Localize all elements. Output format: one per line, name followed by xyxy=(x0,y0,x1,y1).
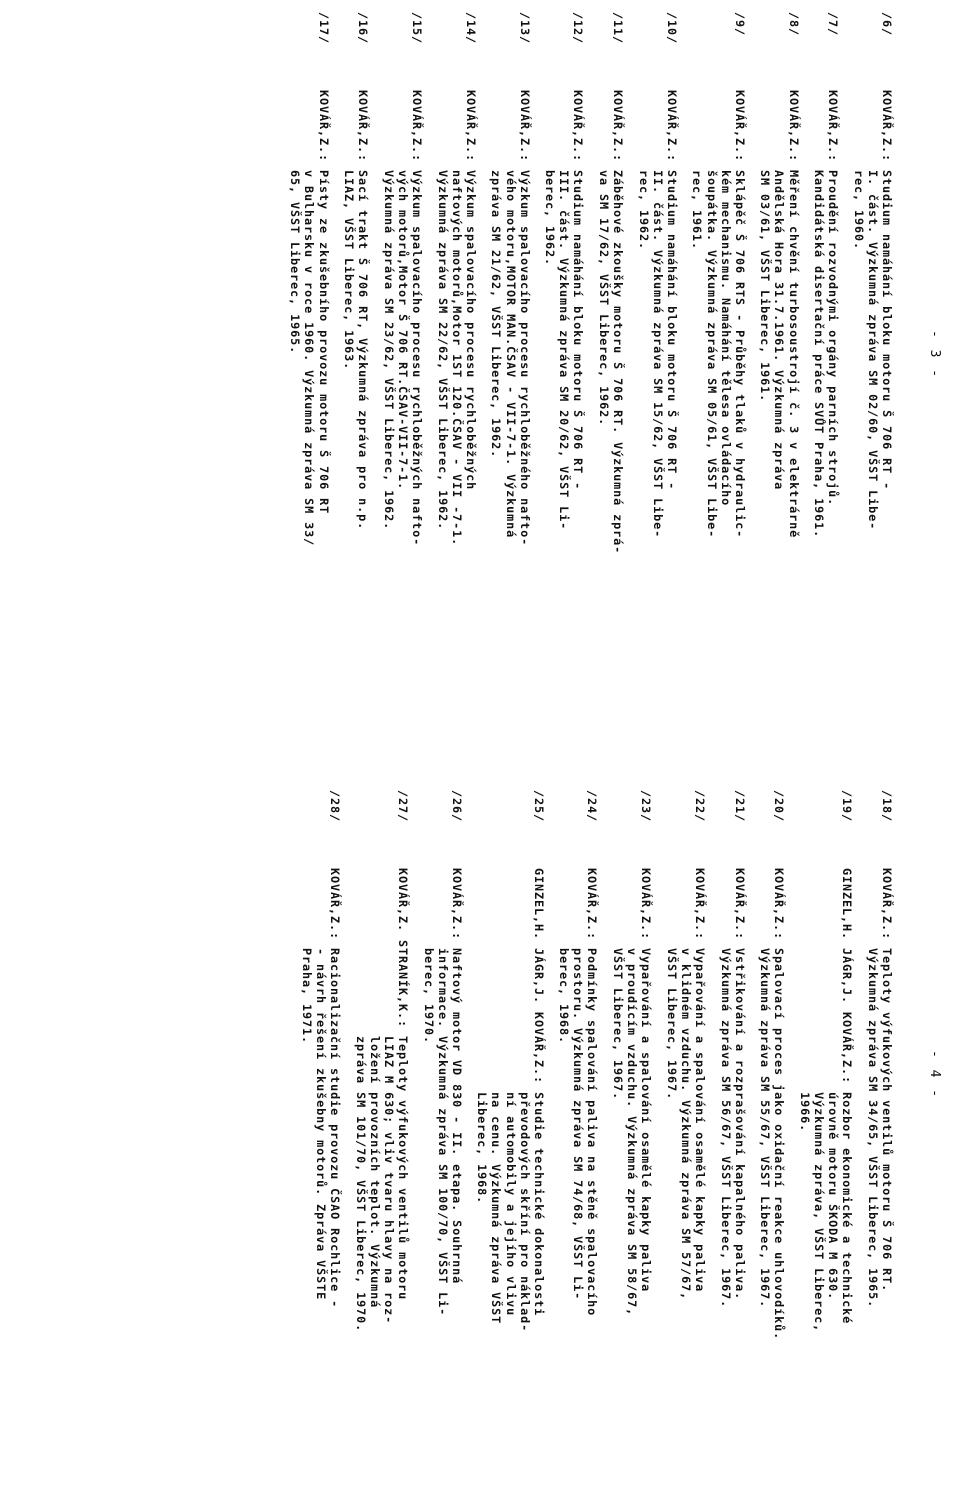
reference-line xyxy=(382,790,396,1490)
reference-entry xyxy=(637,12,679,792)
reference-line xyxy=(396,12,410,792)
reference-indent xyxy=(396,12,410,90)
page-number-3: - 3 - xyxy=(927,330,942,380)
reference-line xyxy=(314,790,328,1490)
reference-indent xyxy=(475,790,489,868)
reference-entry xyxy=(597,12,625,792)
reference-text: KOVÁŘ,Z. STRANÍK,K.: Teploty výfukových ventilů motoru xyxy=(395,868,410,1301)
reference-entry xyxy=(798,790,854,1490)
reference-indent xyxy=(489,790,503,868)
reference-indent xyxy=(597,12,611,90)
reference-text: KOVÁŘ,Z.: Racionalizační studie provozu ČSAO Rochlice - xyxy=(328,868,343,1309)
reference-indent xyxy=(651,12,665,90)
reference-line xyxy=(503,12,517,792)
reference-line xyxy=(866,12,880,792)
reference-number: /13/ xyxy=(517,12,532,45)
reference-text: KOVÁŘ,Z.: Měření chvění turbosoustrojí č. 3 v elektrárně xyxy=(786,90,801,539)
reference-text: KOVÁŘ,Z.: Studium namáhání bloku motoru Š 706 RT - xyxy=(880,90,894,491)
reference-number: /12/ xyxy=(571,12,586,45)
reference-text: KOVÁŘ,Z.: Sací trakt Š 706 RT, Výzkumná zpráva pro n.p. xyxy=(356,90,371,531)
reference-indent xyxy=(436,12,450,90)
reference-text: SM 03/61, VŠST Liberec, 1961. xyxy=(758,90,773,403)
reference-number: /14/ xyxy=(463,12,478,45)
reference-text: berec, 1970. xyxy=(421,868,436,1045)
reference-line xyxy=(288,12,302,792)
reference-number: /24/ xyxy=(585,790,600,823)
reference-line xyxy=(639,790,653,1490)
reference-text: 1966. xyxy=(798,868,813,1133)
reference-text: rec, 1960. xyxy=(851,90,866,251)
reference-text: Výzkumná zpráva SM 34/65, VŠST Liberec, 1965. xyxy=(865,868,880,1309)
reference-entry xyxy=(690,12,746,792)
reference-text: úrovně motoru ŠKODA M 630. xyxy=(826,868,841,1301)
reference-indent xyxy=(866,12,880,90)
reference-text: KOVÁŘ,Z.: Proudění rozvodnými orgány parních strojů. xyxy=(826,90,841,507)
reference-line xyxy=(328,790,342,1490)
reference-line xyxy=(866,790,880,1490)
reference-indent xyxy=(489,12,503,90)
reference-indent xyxy=(300,790,314,868)
reference-line xyxy=(733,790,747,1490)
reference-text: informace. Výzkumná zpráva SM 100/70, VŠST Li- xyxy=(435,868,450,1317)
reference-line xyxy=(356,12,370,792)
reference-indent xyxy=(382,12,396,90)
reference-indent xyxy=(665,790,679,868)
reference-line xyxy=(880,790,894,1490)
reference-text: KOVÁŘ,Z.: Studium namáhání bloku motoru Š 706 RT - xyxy=(571,90,586,491)
reference-text: II. část. Výzkumná zpráva SM 15/62, VŠST Libe- xyxy=(650,90,665,539)
reference-line xyxy=(557,790,571,1490)
reference-text: I. část. Výzkumná zpráva SM 02/60, VŠST Libe- xyxy=(865,90,880,531)
reference-indent xyxy=(758,790,772,868)
reference-indent xyxy=(557,12,571,90)
reference-text: ní automobily a jejího vlivu xyxy=(503,868,518,1317)
reference-number: /26/ xyxy=(449,790,464,823)
reference-entry xyxy=(543,12,585,792)
reference-indent xyxy=(543,12,557,90)
reference-text: va SM 17/62, VŠST Liberec, 1962. xyxy=(597,90,611,427)
reference-entry xyxy=(557,790,599,1490)
reference-entry xyxy=(812,12,840,792)
reference-text: KOVÁŘ,Z.: Vypařování a spalování osamělé kapky paliva xyxy=(693,868,708,1293)
reference-indent xyxy=(812,790,826,868)
reference-text: LIAZ, VŠST Liberec, 1963. xyxy=(342,90,357,371)
reference-text: 65, VŠST Liberec, 1965. xyxy=(288,90,303,355)
reference-text: na cenu. Výzkumná zpráva VŠST xyxy=(489,868,504,1325)
reference-entry xyxy=(611,790,653,1490)
reference-line xyxy=(665,12,679,792)
reference-text: KOVÁŘ,Z.: Výzkum spalovacího procesu rychloběžných xyxy=(463,90,478,491)
reference-number: /6/ xyxy=(880,12,894,37)
reference-indent xyxy=(314,790,328,868)
reference-text: Výzkumná zpráva SM 56/67, VŠST Liberec, 1967. xyxy=(718,868,733,1309)
reference-text: KOVÁŘ,Z.: Vstřikování a rozprašování kapalného paliva. xyxy=(732,868,747,1301)
reference-text: Andělská Hora 31.7.1961. Výzkumná zpráva xyxy=(772,90,787,491)
reference-text: Liberec, 1968. xyxy=(475,868,490,1205)
reference-line xyxy=(342,12,356,792)
reference-text: rec, 1961. xyxy=(690,90,705,251)
reference-text: - návrh řešení zkušebny motorů. Zpráva VŠSTE xyxy=(314,868,328,1301)
reference-line xyxy=(354,790,368,1490)
reference-indent xyxy=(637,12,651,90)
reference-line xyxy=(758,12,772,792)
reference-indent xyxy=(342,12,356,90)
reference-text: GINZEL,H. JÁGR,J. KOVÁŘ,Z.: Studie technické dokonalosti xyxy=(531,868,546,1317)
reference-indent xyxy=(503,790,517,868)
right-reference-column xyxy=(288,790,894,1490)
reference-line xyxy=(396,790,410,1490)
reference-text: převodových skříní pro náklad- xyxy=(517,868,532,1333)
reference-line xyxy=(772,12,786,792)
reference-entry xyxy=(382,12,424,792)
reference-number: /10/ xyxy=(664,12,679,45)
reference-line xyxy=(317,12,331,792)
reference-indent xyxy=(436,790,450,868)
reference-indent xyxy=(826,790,840,868)
reference-entry xyxy=(665,790,707,1490)
reference-line xyxy=(543,12,557,792)
reference-line xyxy=(786,12,800,792)
reference-text: VŠST Liberec, 1967. xyxy=(664,868,679,1101)
reference-text: vých motorů,Motor Š 706 RT.ČSAV-VII-7-1. xyxy=(395,90,410,491)
reference-line xyxy=(719,790,733,1490)
reference-text: berec, 1962. xyxy=(543,90,558,267)
reference-indent xyxy=(758,12,772,90)
reference-indent xyxy=(368,790,382,868)
reference-line xyxy=(571,790,585,1490)
reference-line xyxy=(300,790,314,1490)
reference-indent xyxy=(571,790,585,868)
reference-text: KOVÁŘ,Z.: Naftový motor VD 830 - II. etapa. Souhrnná xyxy=(449,868,464,1285)
reference-entry xyxy=(342,12,370,792)
reference-text: KOVÁŘ,Z.: Sklápěč Š 706 RTS - Průběhy tlaků v hydraulic- xyxy=(732,90,747,539)
reference-text: v klidném vzduchu. Výzkumná zpráva SM 57/67, xyxy=(678,868,693,1301)
reference-indent xyxy=(719,12,733,90)
reference-text: KOVÁŘ,Z.: Studium namáhání bloku motoru Š 706 RT - xyxy=(664,90,679,491)
reference-line xyxy=(690,12,704,792)
reference-line xyxy=(651,12,665,792)
reference-indent xyxy=(382,790,396,868)
reference-indent xyxy=(302,12,316,90)
reference-line xyxy=(475,790,489,1490)
reference-indent xyxy=(450,12,464,90)
reference-entry xyxy=(421,790,463,1490)
reference-text: vého motoru,MOTOR MAN.ČSAV - VII-7-1. Výzkumná xyxy=(503,90,518,539)
reference-text: Výzkumná zpráva SM 55/67, VŠST Liberec, 1967. xyxy=(758,868,773,1309)
reference-entry xyxy=(758,790,786,1490)
reference-line xyxy=(518,12,532,792)
reference-number: /25/ xyxy=(531,790,546,823)
reference-entry xyxy=(489,12,531,792)
reference-text: KOVÁŘ,Z.: Spalovací proces jako oxidační reakce uhlovodíků. xyxy=(772,868,787,1341)
reference-line xyxy=(625,790,639,1490)
reference-indent xyxy=(690,12,704,90)
reference-text: KOVÁŘ,Z.: Vypařování a spalování osamělé kapky paliva xyxy=(639,868,654,1293)
reference-indent xyxy=(798,790,812,868)
page-number-4: - 4 - xyxy=(927,1050,942,1100)
reference-entry xyxy=(475,790,545,1490)
reference-number: /27/ xyxy=(395,790,410,823)
reference-entry xyxy=(436,12,478,792)
reference-line xyxy=(611,790,625,1490)
reference-line xyxy=(798,790,812,1490)
reference-line xyxy=(518,790,532,1490)
reference-entry xyxy=(852,12,894,792)
reference-indent xyxy=(503,12,517,90)
reference-line xyxy=(436,790,450,1490)
reference-text: KOVÁŘ,Z.: Záběhové zkoušky motoru Š 706 RT. Výzkumná zprá- xyxy=(611,90,626,555)
reference-line xyxy=(571,12,585,792)
reference-entry xyxy=(866,790,894,1490)
reference-text: berec, 1968. xyxy=(557,868,572,1045)
reference-line xyxy=(585,790,599,1490)
reference-text: III. část. Výzkumná zpráva SM 20/62, VŠST Li- xyxy=(557,90,572,531)
reference-entry xyxy=(719,790,747,1490)
reference-number: /20/ xyxy=(772,790,787,823)
reference-line xyxy=(302,12,316,792)
reference-line xyxy=(421,790,435,1490)
reference-number: /28/ xyxy=(328,790,343,823)
reference-text: KOVÁŘ,Z.: Teploty výfukových ventilů motoru Š 706 RT. xyxy=(880,868,894,1293)
reference-text: KOVÁŘ,Z.: Výzkum spalovacího procesu rychloběžných nafto- xyxy=(410,90,425,547)
reference-number: /18/ xyxy=(880,790,894,823)
reference-indent xyxy=(288,12,302,90)
reference-line xyxy=(637,12,651,792)
reference-text: zpráva SM 101/70, VŠST Liberec, 1970. xyxy=(353,868,368,1333)
reference-line xyxy=(489,12,503,792)
reference-number: /23/ xyxy=(639,790,654,823)
reference-indent xyxy=(625,790,639,868)
reference-line xyxy=(410,12,424,792)
reference-indent xyxy=(518,790,532,868)
reference-line xyxy=(826,790,840,1490)
reference-line xyxy=(733,12,747,792)
reference-line xyxy=(557,12,571,792)
reference-text: rec, 1962. xyxy=(636,90,651,251)
reference-line xyxy=(772,790,786,1490)
reference-indent xyxy=(557,790,571,868)
reference-line xyxy=(503,790,517,1490)
reference-line xyxy=(719,12,733,792)
reference-text: Praha, 1971. xyxy=(299,868,314,1045)
reference-text: naftových motorů,Motor 1ST 120.ČSAV - VII -7-1. xyxy=(449,90,464,547)
reference-text: ložení provozních teplot. Výzkumná xyxy=(367,868,382,1309)
reference-line xyxy=(826,12,840,792)
reference-text: KOVÁŘ,Z.: Výzkum spalovacího procesu rychloběžného nafto- xyxy=(517,90,532,547)
reference-indent xyxy=(679,790,693,868)
reference-number: /17/ xyxy=(316,12,331,45)
reference-number: /15/ xyxy=(410,12,425,45)
reference-line xyxy=(880,12,894,792)
reference-number: /11/ xyxy=(611,12,626,45)
reference-number: /22/ xyxy=(693,790,708,823)
reference-entry xyxy=(758,12,800,792)
reference-entry xyxy=(288,12,330,792)
reference-indent xyxy=(611,790,625,868)
reference-line xyxy=(489,790,503,1490)
reference-line xyxy=(436,12,450,792)
reference-number: /9/ xyxy=(732,12,747,37)
reference-text: VŠST Liberec, 1967. xyxy=(611,868,626,1101)
reference-line xyxy=(665,790,679,1490)
reference-number: /21/ xyxy=(732,790,747,823)
reference-line xyxy=(852,12,866,792)
reference-line xyxy=(368,790,382,1490)
reference-number: /8/ xyxy=(786,12,801,37)
reference-indent xyxy=(866,790,880,868)
reference-text: kém mechanismu. Namáhání tělesa ovládacího xyxy=(718,90,733,507)
reference-line xyxy=(812,12,826,792)
reference-indent xyxy=(719,790,733,868)
reference-indent xyxy=(852,12,866,90)
reference-text: prostoru. Výzkumná zpráva SM 74/68, VŠST Li- xyxy=(571,868,586,1301)
reference-line xyxy=(679,790,693,1490)
reference-indent xyxy=(354,790,368,868)
reference-line xyxy=(611,12,625,792)
reference-text: v Bulharsku v roce 1960. Výzkumná zpráva SM 33/ xyxy=(302,90,317,547)
reference-entry xyxy=(300,790,342,1490)
reference-indent xyxy=(421,790,435,868)
reference-line xyxy=(758,790,772,1490)
reference-number: /7/ xyxy=(826,12,841,37)
left-reference-column xyxy=(277,12,894,792)
reference-entry xyxy=(354,790,410,1490)
reference-line xyxy=(382,12,396,792)
reference-text: Výzkumná zpráva SM 23/62, VŠST Liberec, 1962. xyxy=(381,90,396,531)
reference-text: v proudícím vzduchu. Výzkumná zpráva SM 58/67, xyxy=(625,868,640,1317)
reference-number: /19/ xyxy=(840,790,855,823)
reference-indent xyxy=(812,12,826,90)
reference-text: Výzkumná zpráva, VŠST Liberec, xyxy=(812,868,827,1333)
reference-line xyxy=(704,12,718,792)
reference-line xyxy=(693,790,707,1490)
reference-text: Výzkumná zpráva SM 22/62, VŠST Liberec, 1962. xyxy=(435,90,450,531)
reference-text: LIAZ M 630; vliv tvaru hlavy na roz- xyxy=(381,868,396,1325)
reference-number: /16/ xyxy=(356,12,371,45)
reference-line xyxy=(812,790,826,1490)
reference-text: zpráva SM 21/62, VŠST Liberec, 1962. xyxy=(489,90,504,459)
reference-indent xyxy=(704,12,718,90)
reference-line xyxy=(597,12,611,792)
reference-line xyxy=(840,790,854,1490)
reference-text: KOVÁŘ,Z.: Podmínky spalování paliva na stěně spalovacího xyxy=(585,868,600,1317)
reference-text: šoupátka. Výzkumná zpráva SM 05/61, VŠST Libe- xyxy=(704,90,719,539)
reference-text: GINZEL,H. JÁGR,J. KOVÁŘ,Z.: Rozbor ekonomické a technické xyxy=(840,868,855,1325)
reference-line xyxy=(532,790,546,1490)
reference-line xyxy=(464,12,478,792)
reference-text: KOVÁŘ,Z.: Písty ze zkušebního provozu motoru Š 706 RT xyxy=(316,90,331,515)
reference-text: Kandidátská disertační práce SVŮT Praha, 1961. xyxy=(812,90,827,539)
reference-line xyxy=(450,790,464,1490)
reference-indent xyxy=(772,12,786,90)
reference-line xyxy=(450,12,464,792)
